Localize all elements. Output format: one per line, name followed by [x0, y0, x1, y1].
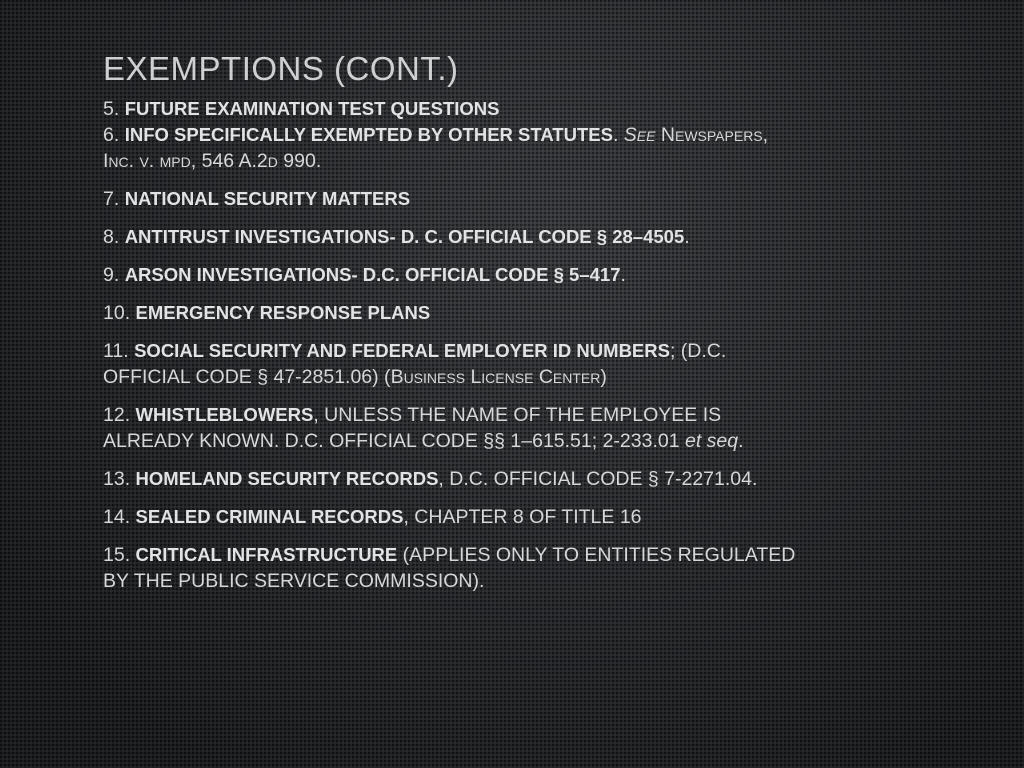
case-citation: , 546 A.2 — [190, 149, 268, 172]
business-license-center: Business License Center — [390, 365, 601, 388]
item-heading: ARSON INVESTIGATIONS- D.C. OFFICIAL CODE § 5–417 — [124, 263, 621, 285]
item-heading: SOCIAL SECURITY AND FEDERAL EMPLOYER ID NUMBERS — [134, 339, 670, 361]
item-heading: CRITICAL INFRASTRUCTURE — [135, 543, 398, 565]
case-citation-d: d — [267, 149, 278, 172]
exemption-item-15 — [103, 542, 923, 594]
item-punct: . — [612, 123, 619, 146]
item-heading: HOMELAND SECURITY RECORDS — [135, 467, 439, 489]
item-tail-dot: . — [738, 429, 744, 452]
et-seq: et seq — [684, 429, 739, 452]
item-tail: (APPLIES ONLY TO ENTITIES REGULATED — [397, 543, 796, 566]
exemption-item-5 — [103, 96, 923, 122]
exemption-item-10 — [103, 300, 923, 326]
item-tail: , UNLESS THE NAME OF THE EMPLOYEE IS — [313, 403, 722, 426]
exemption-item-8 — [103, 224, 923, 250]
item-number: 11. — [103, 339, 129, 362]
case-citation-end: 990. — [277, 149, 322, 172]
item-tail: ; (D.C. — [669, 339, 727, 362]
item-tail: , D.C. OFFICIAL CODE § 7-2271.04. — [438, 467, 758, 490]
item-heading: SEALED CRIMINAL RECORDS — [135, 505, 404, 527]
item-heading: FUTURE EXAMINATION TEST QUESTIONS — [124, 97, 500, 119]
item-number: 13. — [103, 467, 131, 490]
item-tail: . — [620, 263, 626, 286]
see-signal: See — [623, 123, 656, 146]
exemption-item-9 — [103, 262, 923, 288]
item-heading: ANTITRUST INVESTIGATIONS- D. C. OFFICIAL CODE § 28–4505 — [124, 225, 685, 247]
item-tail-line2: OFFICIAL CODE § 47-2851.06) ( — [103, 365, 391, 388]
slide — [103, 50, 923, 594]
item-heading: INFO SPECIFICALLY EXEMPTED BY OTHER STATUTES — [124, 123, 613, 145]
item-number: 7. — [103, 187, 120, 210]
item-number: 9. — [103, 263, 120, 286]
item-tail-close: ) — [600, 365, 607, 388]
item-number: 5. — [103, 97, 120, 120]
item-heading: EMERGENCY RESPONSE PLANS — [135, 301, 431, 323]
case-name-part2: Inc. v. mpd — [103, 149, 191, 172]
item-number: 14. — [103, 505, 131, 528]
exemption-item-6 — [103, 122, 923, 174]
exemption-item-7 — [103, 186, 923, 212]
item-number: 12. — [103, 403, 131, 426]
exemption-item-12 — [103, 402, 923, 454]
item-number: 10. — [103, 301, 131, 324]
item-number: 15. — [103, 543, 131, 566]
exemption-item-13 — [103, 466, 923, 492]
item-tail-line2: BY THE PUBLIC SERVICE COMMISSION). — [103, 569, 485, 592]
item-heading: NATIONAL SECURITY MATTERS — [124, 187, 411, 209]
item-tail: . — [684, 225, 690, 248]
exemption-item-14 — [103, 504, 923, 530]
case-name-part1: Newspapers, — [660, 123, 769, 146]
item-heading: WHISTLEBLOWERS — [135, 403, 314, 425]
exemption-item-11 — [103, 338, 923, 390]
item-tail: , CHAPTER 8 OF TITLE 16 — [403, 505, 642, 528]
item-number: 6. — [103, 123, 120, 146]
item-tail-line2: ALREADY KNOWN. D.C. OFFICIAL CODE §§ 1–615.51; 2-233.01 — [103, 429, 685, 452]
slide-title: EXEMPTIONS (CONT.) — [103, 50, 459, 87]
item-number: 8. — [103, 225, 120, 248]
exemptions-list — [103, 96, 923, 594]
